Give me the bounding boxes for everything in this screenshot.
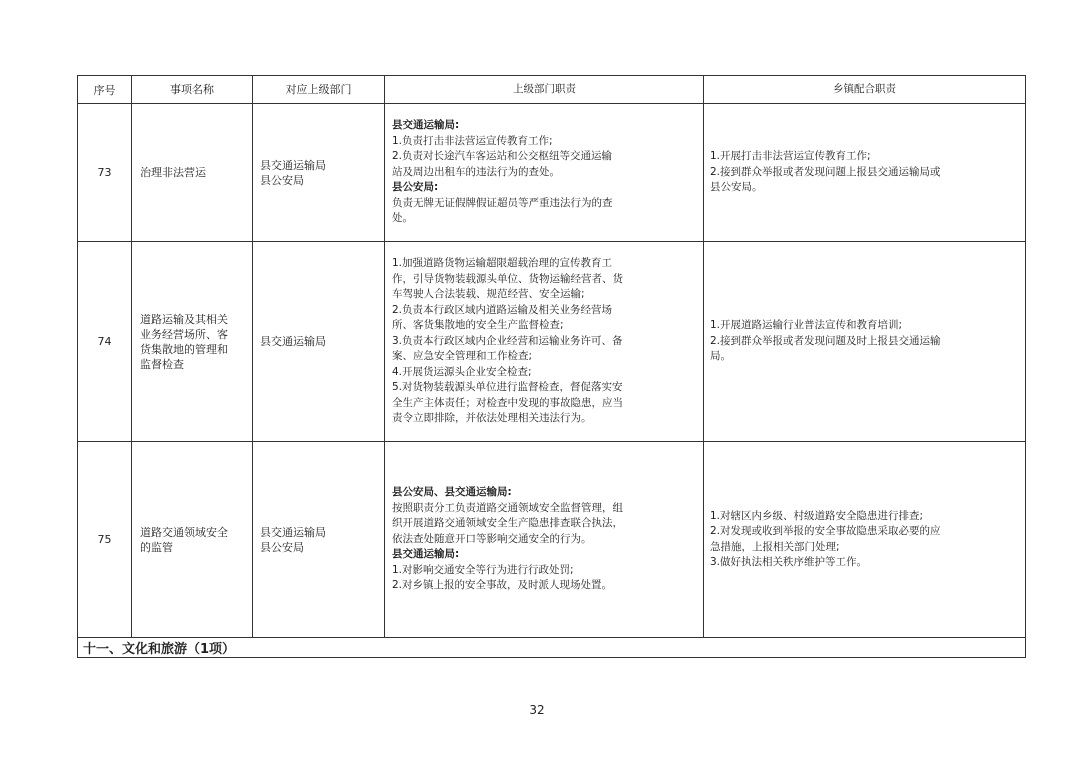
- duty-heading: 县交通运输局:: [392, 119, 460, 132]
- cell-line: 1.开展道路运输行业普法宣传和教育培训;: [710, 319, 903, 332]
- table-row: [78, 104, 1026, 242]
- page-number: 32: [529, 703, 545, 717]
- duty-line: 按照职责分工负责道路交通领域安全监督管理，组: [392, 501, 623, 514]
- row-number: 73: [78, 104, 132, 242]
- duty-line: 2.对乡镇上报的安全事故，及时派人现场处置。: [392, 579, 613, 592]
- cell-line: 治理非法营运: [140, 166, 206, 179]
- header-dept: 对应上级部门: [253, 76, 385, 104]
- town-duty: [704, 104, 1026, 242]
- header-name: 事项名称: [132, 76, 253, 104]
- cell-line: 货集散地的管理和: [140, 342, 228, 356]
- duty-heading: 县交通运输局:: [392, 548, 460, 561]
- cell-line: 道路交通领域安全: [140, 525, 228, 539]
- cell-line: 的监管: [140, 540, 173, 554]
- department: [253, 442, 385, 638]
- cell-line: 1.对辖区内乡级、村级道路安全隐患进行排查;: [710, 509, 924, 522]
- duty-line: 全生产主体责任；对检查中发现的事故隐患，应当: [392, 396, 623, 409]
- cell-line: 县公安局。: [710, 181, 763, 194]
- duty-line: 1.加强道路货物运输超限超载治理的宣传教育工: [392, 257, 613, 270]
- table-row: [78, 242, 1026, 442]
- duty-line: 所、客货集散地的安全生产监督检查;: [392, 319, 564, 332]
- upper-duty: [385, 442, 704, 638]
- duty-line: 2.负责本行政区域内道路运输及相关业务经营场: [392, 303, 613, 316]
- cell-line: 县交通运输局: [260, 158, 326, 172]
- item-name: [132, 104, 253, 242]
- duty-line: 1.对影响交通安全等行为进行行政处罚;: [392, 563, 574, 576]
- duty-line: 织开展道路交通领域安全生产隐患排查联合执法，: [392, 517, 623, 530]
- town-duty: [704, 442, 1026, 638]
- upper-duty: [385, 242, 704, 442]
- department: [253, 104, 385, 242]
- row-number: 74: [78, 242, 132, 442]
- cell-line: 1.开展打击非法营运宣传教育工作;: [710, 150, 871, 163]
- row-number: 75: [78, 442, 132, 638]
- cell-line: 2.接到群众举报或者发现问题及时上报县交通运输: [710, 334, 941, 347]
- duty-line: 车驾驶人合法装载、规范经营、安全运输;: [392, 288, 585, 301]
- cell-line: 3.做好执法相关秩序维护等工作。: [710, 556, 868, 568]
- cell-line: 县交通运输局: [260, 335, 326, 348]
- duty-line: 责令立即排除，并依法处理相关违法行为。: [392, 412, 592, 425]
- header-no: 序号: [78, 76, 132, 104]
- duty-line: 站及周边出租车的违法行为的查处。: [392, 165, 560, 178]
- duty-line: 1.负责打击非法营运宣传教育工作;: [392, 134, 553, 147]
- duty-line: 负责无牌无证假牌假证超员等严重违法行为的查: [392, 196, 613, 209]
- section-row: [78, 638, 1026, 658]
- duty-line: 作，引导货物装载源头单位、货物运输经营者、货: [392, 272, 623, 285]
- cell-line: 县公安局: [260, 540, 304, 554]
- duty-line: 3.负责本行政区域内企业经营和运输业务许可、备: [392, 334, 623, 347]
- duty-line: 处。: [392, 212, 413, 225]
- duty-line: 2.负责对长途汽车客运站和公交枢纽等交通运输: [392, 150, 613, 163]
- section-title: 十一、文化和旅游（1项）: [78, 638, 1026, 658]
- duty-line: 案、应急安全管理和工作检查;: [392, 350, 533, 363]
- cell-line: 县交通运输局: [260, 525, 326, 539]
- cell-line: 业务经营场所、客: [140, 327, 228, 341]
- table-row: [78, 442, 1026, 638]
- table-header-row: [78, 76, 1026, 104]
- duty-table: [77, 75, 1026, 658]
- cell-line: 监督检查: [140, 357, 184, 371]
- duty-line: 4.开展货运源头企业安全检查;: [392, 365, 532, 378]
- item-name: [132, 442, 253, 638]
- duty-heading: 县公安局、县交通运输局:: [392, 486, 512, 499]
- duty-heading: 县公安局:: [392, 181, 439, 194]
- town-duty: [704, 242, 1026, 442]
- upper-duty: [385, 104, 704, 242]
- cell-line: 县公安局: [260, 173, 304, 187]
- item-name: [132, 242, 253, 442]
- cell-line: 局。: [710, 350, 731, 363]
- department: [253, 242, 385, 442]
- duty-line: 5.对货物装载源头单位进行监督检查，督促落实安: [392, 381, 623, 394]
- header-town-duty: 乡镇配合职责: [704, 76, 1026, 104]
- cell-line: 道路运输及其相关: [140, 312, 228, 326]
- cell-line: 2.对发现或收到举报的安全事故隐患采取必要的应: [710, 525, 941, 537]
- duty-line: 依法查处随意开口等影响交通安全的行为。: [392, 532, 592, 545]
- cell-line: 急措施，上报相关部门处理;: [710, 540, 840, 553]
- cell-line: 2.接到群众举报或者发现问题上报县交通运输局或: [710, 165, 941, 178]
- header-upper-duty: 上级部门职责: [385, 76, 704, 104]
